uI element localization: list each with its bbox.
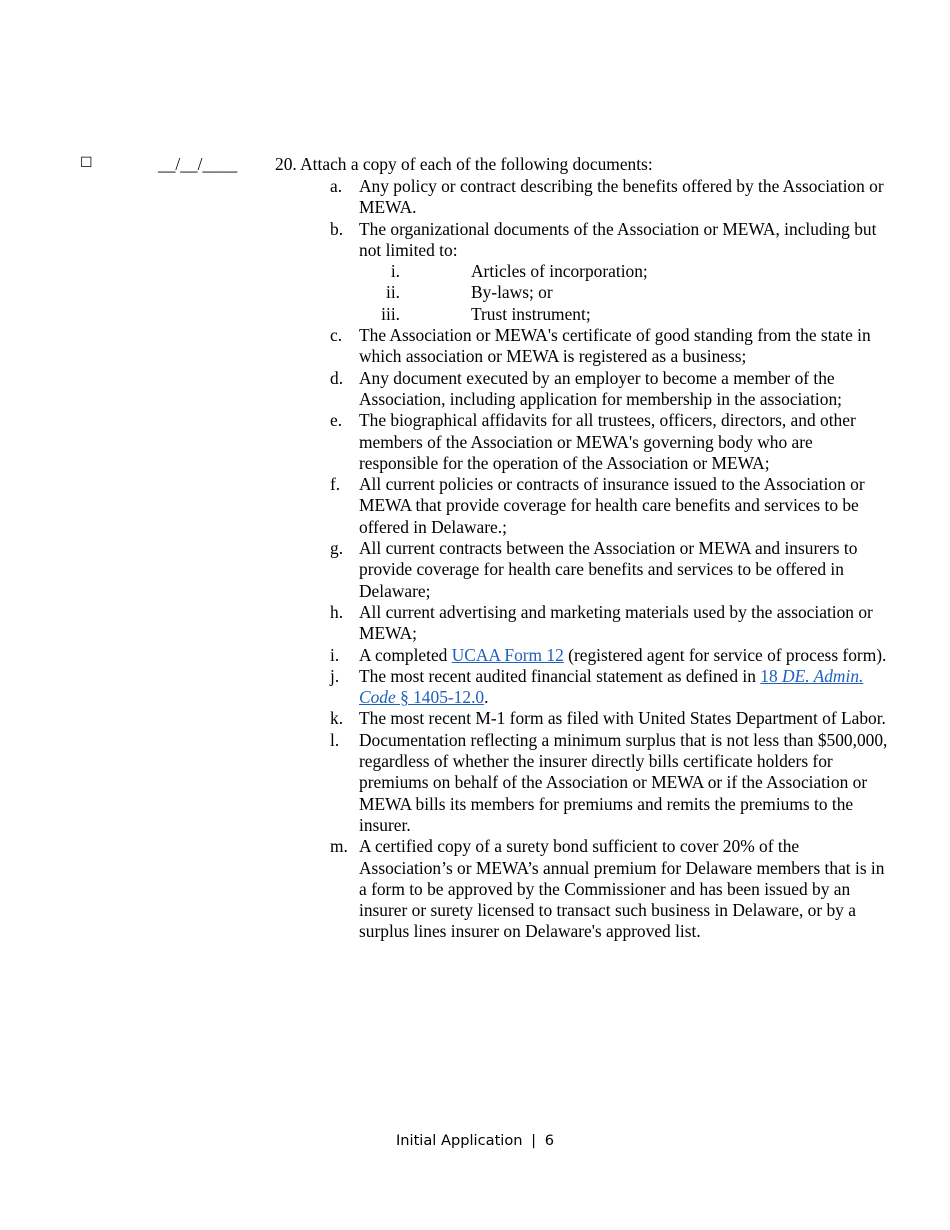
list-text: All current policies or contracts of insurance issued to the Association or MEWA that provide coverage for health care benefits and services to be offered in Delaware.; bbox=[359, 474, 865, 537]
sublist-item bbox=[330, 304, 890, 325]
list-item-g bbox=[330, 538, 890, 602]
list-item-e bbox=[330, 410, 890, 474]
list-letter: c. bbox=[330, 325, 343, 346]
list-item-a bbox=[330, 176, 890, 219]
organizational-documents-sublist bbox=[330, 261, 890, 325]
list-letter: j. bbox=[330, 665, 340, 686]
list-text bbox=[359, 645, 890, 666]
list-letter: f. bbox=[330, 474, 341, 495]
footer-label: Initial Application bbox=[395, 1132, 523, 1149]
list-item-m bbox=[330, 836, 890, 942]
checkbox-icon[interactable]: ☐ bbox=[80, 155, 93, 171]
sublist-text: Trust instrument; bbox=[471, 303, 591, 324]
list-text-after: (registered agent for service of process form). bbox=[563, 644, 887, 665]
admin-code-link-part3[interactable]: § 1405-12.0 bbox=[395, 687, 485, 708]
list-text: All current contracts between the Association or MEWA and insurers to provide coverage for health care benefits and services to be offered in Delaware; bbox=[359, 538, 858, 601]
list-item-b bbox=[330, 219, 890, 262]
list-text bbox=[359, 666, 890, 709]
list-letter: l. bbox=[330, 729, 340, 750]
sublist-numeral: ii. bbox=[385, 282, 400, 303]
item-heading: 20. Attach a copy of each of the following documents: bbox=[275, 154, 653, 174]
list-text-before: A completed bbox=[359, 644, 452, 665]
list-text: A certified copy of a surety bond sufficient to cover 20% of the Association’s or MEWA’s annual premium for Delaware members that is in a form to be approved by the Commissioner and has been issued by an insurer or surety licensed to transact such business in Delaware, or by a surplus lines insurer on Delaware's approved list. bbox=[359, 836, 885, 942]
list-item-f bbox=[330, 474, 890, 538]
admin-code-link-part2[interactable]: DE. Admin. Code bbox=[359, 665, 864, 708]
sublist-text: By-laws; or bbox=[471, 282, 553, 303]
list-text: The organizational documents of the Association or MEWA, including but not limited to: bbox=[359, 218, 877, 260]
list-item-l bbox=[330, 730, 890, 836]
list-text-after: . bbox=[484, 687, 489, 708]
list-text: Any policy or contract describing the benefits offered by the Association or MEWA. bbox=[359, 176, 884, 218]
list-letter: m. bbox=[330, 836, 348, 857]
list-text: The biographical affidavits for all trustees, officers, directors, and other members of the Association or MEWA's governing body who are responsible for the operation of the Association or MEWA; bbox=[359, 410, 856, 473]
sublist-text: Articles of incorporation; bbox=[471, 261, 648, 282]
sublist-numeral: i. bbox=[390, 261, 400, 282]
list-item-j bbox=[330, 666, 890, 709]
footer-separator: | bbox=[531, 1132, 537, 1149]
list-letter: g. bbox=[330, 538, 344, 559]
list-item-h bbox=[330, 602, 890, 645]
list-text: Documentation reflecting a minimum surplus that is not less than $500,000, regardless of whether the insurer directly bills certificate holders for premiums on behalf of the Association or MEWA or if the Association or MEWA bills its members for premiums and remits the premiums to the insurer. bbox=[359, 729, 888, 835]
sublist-numeral: iii. bbox=[381, 303, 400, 324]
list-letter: i. bbox=[330, 644, 340, 665]
sublist-item bbox=[330, 282, 890, 303]
ucaa-form-12-link[interactable]: UCAA Form 12 bbox=[451, 644, 564, 665]
document-list bbox=[330, 176, 890, 943]
list-text-before: The most recent audited financial statement as defined in bbox=[359, 665, 761, 686]
sublist-item bbox=[330, 261, 890, 282]
list-item-k bbox=[330, 708, 890, 729]
list-item-c bbox=[330, 325, 890, 368]
admin-code-link-part1[interactable]: 18 bbox=[760, 665, 783, 686]
page-number: 6 bbox=[544, 1132, 555, 1149]
list-text: The most recent M-1 form as filed with United States Department of Labor. bbox=[359, 708, 886, 729]
list-letter: d. bbox=[330, 367, 344, 388]
list-item-i bbox=[330, 645, 890, 666]
list-letter: b. bbox=[330, 218, 344, 239]
list-letter: h. bbox=[330, 601, 344, 622]
date-blank-field[interactable]: __/__/____ bbox=[158, 154, 238, 174]
list-text: All current advertising and marketing materials used by the association or MEWA; bbox=[359, 601, 873, 644]
page-footer bbox=[0, 1131, 950, 1151]
list-text: Any document executed by an employer to become a member of the Association, including application for membership in the association; bbox=[359, 367, 842, 409]
list-letter: k. bbox=[330, 708, 344, 729]
list-text: The Association or MEWA's certificate of good standing from the state in which association or MEWA is registered as a business; bbox=[359, 325, 871, 367]
list-item-d bbox=[330, 368, 890, 411]
list-letter: a. bbox=[330, 176, 343, 196]
list-letter: e. bbox=[330, 410, 343, 431]
